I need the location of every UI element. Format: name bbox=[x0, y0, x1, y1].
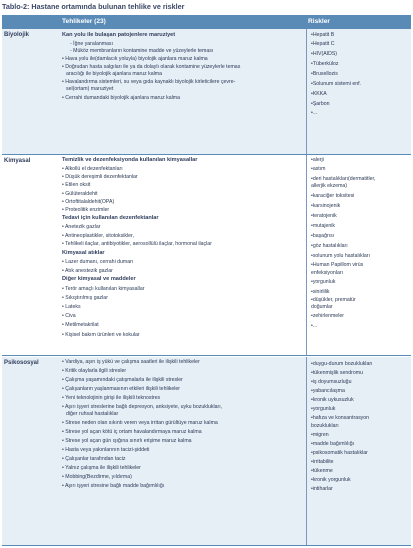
hazard-item: Kan yolu ile bulaşan patojenlere maruziyet bbox=[62, 32, 176, 38]
hazard-item: aracılığı ile biyolojik ajanlara maruz kalma bbox=[66, 71, 163, 77]
risk-item: bozuklukları bbox=[311, 423, 339, 429]
risk-item: •yorgunluk bbox=[311, 406, 336, 412]
hazard-item: • Proteolitik enzimler bbox=[62, 207, 110, 213]
risk-item: •madde bağımlılığı bbox=[311, 441, 355, 447]
risk-item: •Tüberküloz bbox=[311, 61, 339, 67]
risk-item: •karsinojenik bbox=[311, 203, 341, 209]
section-biyolojik bbox=[2, 29, 411, 154]
risk-item: •HIV(AIDS) bbox=[311, 51, 338, 57]
row-divider bbox=[2, 355, 411, 356]
hazard-item: • Antineoplastikler, sitotoksikler, bbox=[62, 233, 134, 239]
hazard-item: • Strese yol açan gün ışığına sınırlı erişime maruz kalma bbox=[62, 438, 192, 444]
header-hazards: Tehlikeler (23) bbox=[62, 18, 106, 25]
risk-item: •tükenmişlik sendromu bbox=[311, 370, 363, 376]
risk-item: •düşükler, prematür bbox=[311, 297, 356, 303]
risk-item: •sinirlilik bbox=[311, 289, 330, 295]
hazard-item: • Aşırı işyeri stresine bağlı madde bağımlılığı bbox=[62, 483, 165, 489]
hazard-item: • Çalışanlar tarafından taciz bbox=[62, 456, 126, 462]
risk-item: •Hepatit B bbox=[311, 32, 335, 38]
header-risks: Riskler bbox=[308, 18, 330, 25]
risk-item: •psikosomatik hastalıklar bbox=[311, 450, 368, 456]
hazard-item: • Etilen oksit bbox=[62, 182, 91, 188]
hazard-item: • Gülüteraldehit bbox=[62, 191, 98, 197]
hazard-item: Temizlik ve dezenfeksiyonda kullanılan kimyasallar bbox=[62, 157, 198, 163]
section-label: Biyolojik bbox=[4, 32, 30, 38]
section-label: Psikososyal bbox=[4, 360, 39, 366]
hazard-item: • Ortoftitalaldehit(OPA) bbox=[62, 199, 115, 205]
risk-item: •Hepatit C bbox=[311, 41, 335, 47]
risk-item: •kronik yorgunluk bbox=[311, 477, 351, 483]
hazard-item: • Strese neden olan sıkıntı veren veya irritan gürültüye maruz kalma bbox=[62, 420, 218, 426]
hazard-item: sel(ortam) maruziyet bbox=[66, 86, 114, 92]
risk-item: •intiharlar bbox=[311, 486, 333, 492]
hazard-item: • Vardiya, aşırı iş yükü ve çalışma saatleri ile ilişkili tehlikeler bbox=[62, 359, 200, 365]
hazard-item: • Doğrudan hasta salgıları ile ya da dolaylı olarak kontamine yüzeylerle temas bbox=[62, 64, 241, 70]
risk-item: •... bbox=[311, 323, 318, 329]
hazard-item: diğer ruhsal hastalıklar bbox=[66, 411, 119, 417]
risk-item: •Solunum sistemi enf. bbox=[311, 81, 361, 87]
hazard-item: Diğer kimyasal ve maddeler bbox=[62, 276, 136, 282]
hazard-item: • Düşük dereşimli dezenfektanlar bbox=[62, 174, 138, 180]
table-title: Tablo-2: Hastane ortamında bulunan tehlike ve riskler bbox=[2, 2, 185, 11]
risks-cell bbox=[306, 155, 412, 355]
risk-item: •iş doyumsuzluğu bbox=[311, 379, 352, 385]
risk-item: •kronik uykusuzluk bbox=[311, 397, 354, 403]
hazard-item: • Kişisel bakım ürünleri ve kokular bbox=[62, 332, 140, 338]
risk-item: •... bbox=[311, 110, 318, 116]
row-divider bbox=[2, 545, 411, 546]
risk-item: •migren bbox=[311, 432, 329, 438]
risk-item: •yabancılaşma bbox=[311, 388, 345, 394]
hazard-item: • Havalandırma sistemleri, su veya gıda kaynaklı biyolojik kirleticilere çevre- bbox=[62, 79, 236, 85]
risk-item: •karaciğer toksitesi bbox=[311, 193, 355, 199]
hazard-item: • Metilmetakrilat bbox=[62, 322, 99, 328]
risk-item: •tükenme bbox=[311, 468, 333, 474]
risk-item: •yorgunluk bbox=[311, 279, 336, 285]
risk-item: •göz hastalıkları bbox=[311, 243, 348, 249]
risk-item: •alerji bbox=[311, 157, 324, 163]
hazard-item: • Yalnız çalışma ile ilişkili tehlikeler bbox=[62, 465, 141, 471]
section-kimyasal bbox=[2, 155, 411, 355]
hazard-item: • Çalışanların yaşlanmasının etkileri ilişkili tehlikeler bbox=[62, 386, 181, 392]
risk-item: •astım bbox=[311, 166, 326, 172]
hazard-item: • Hava yolu ile(damlacık yoluyla) biyolojik ajanlara maruz kalma bbox=[62, 56, 208, 62]
risk-item: •Şarbon bbox=[311, 101, 330, 107]
risk-item: •zehirlenmeler bbox=[311, 313, 344, 319]
risk-item: •Human Papillom virüs bbox=[311, 262, 364, 268]
risk-item: doğumlar bbox=[311, 304, 333, 310]
hazard-item: - İğne yaralanması bbox=[70, 41, 113, 47]
hazard-item: • Alkollü el dezenfektanları bbox=[62, 166, 123, 172]
hazard-item: • Strese yol açan kötü iç ortam havalandırmaya maruz kalma bbox=[62, 429, 202, 435]
risk-item: enfeksiyonları bbox=[311, 270, 344, 276]
hazard-item: • Civa bbox=[62, 313, 76, 319]
hazard-item: • Terör amaçlı kullanılan kimyasallar bbox=[62, 286, 145, 292]
hazard-item: Kimyasal atıklar bbox=[62, 250, 105, 256]
risk-item: allerjik ekzema) bbox=[311, 183, 348, 189]
risk-item: •Brusellozis bbox=[311, 71, 338, 77]
hazard-item: • Aşırı işyeri streslerine bağlı depresyon, anksiyete, uyku bozuklukları, bbox=[62, 404, 223, 410]
risk-item: •deri hastalıkları(dermatitler, bbox=[311, 176, 376, 182]
hazard-item: • Mobbing(Bezdirme, yıldırma) bbox=[62, 474, 132, 480]
hazards-cell bbox=[60, 357, 306, 545]
section-psikososyal bbox=[2, 357, 411, 545]
risk-item: •irritabilite bbox=[311, 459, 334, 465]
risk-item: •başağrısı bbox=[311, 233, 335, 239]
risk-item: •teratojenik bbox=[311, 213, 337, 219]
hazard-item: • Sıkıştırılmış gazlar bbox=[62, 295, 108, 301]
hazard-item: • Tehlikeli ilaçlar, antibiyotikler, aerosollülü ilaçlar, hormonal ilaçlar bbox=[62, 241, 212, 247]
risks-cell bbox=[306, 29, 412, 154]
hazard-item: • Çalışma yaşamındaki çatışmalarla ile ilişkili stresler bbox=[62, 377, 183, 383]
risk-item: •mutajenik bbox=[311, 223, 336, 229]
hazard-item: • Yeni teknolojinin girişi ile ilişkili teknostres bbox=[62, 395, 161, 401]
hazard-item: • Kritik olaylarla ilgili stresler bbox=[62, 368, 127, 374]
hazard-item: • Hasta veya yakınlarının tacizi-şiddeti bbox=[62, 447, 150, 453]
table-header bbox=[2, 15, 411, 29]
hazard-item: • Lateks bbox=[62, 304, 81, 310]
hazards-cell bbox=[60, 155, 306, 355]
hazards-cell bbox=[60, 29, 306, 154]
hazard-item: • Anetezik gazlar bbox=[62, 224, 101, 230]
hazard-item: • Atık anestezik gazlar bbox=[62, 268, 113, 274]
risk-item: •KKKA bbox=[311, 91, 327, 97]
risk-item: •duygu-durum bozuklukları bbox=[311, 361, 373, 367]
risk-item: •hafıza ve konsantrasyon bbox=[311, 415, 370, 421]
section-label: Kimyasal bbox=[4, 158, 31, 164]
risks-cell bbox=[306, 357, 412, 545]
risk-item: •solunum yolu hastalıkları bbox=[311, 253, 370, 259]
hazard-table bbox=[2, 15, 411, 545]
hazard-item: - Müköz membranların kontamine madde ve yüzeylerle teması bbox=[70, 48, 214, 54]
hazard-item: • Cerrahi dumandaki biyolojik ajanlara maruz kalma bbox=[62, 95, 181, 101]
hazard-item: Tedavi için kullanılan dezenfektanlar bbox=[62, 215, 159, 221]
hazard-item: • Lazer dumanı, cerrahi duman bbox=[62, 259, 134, 265]
